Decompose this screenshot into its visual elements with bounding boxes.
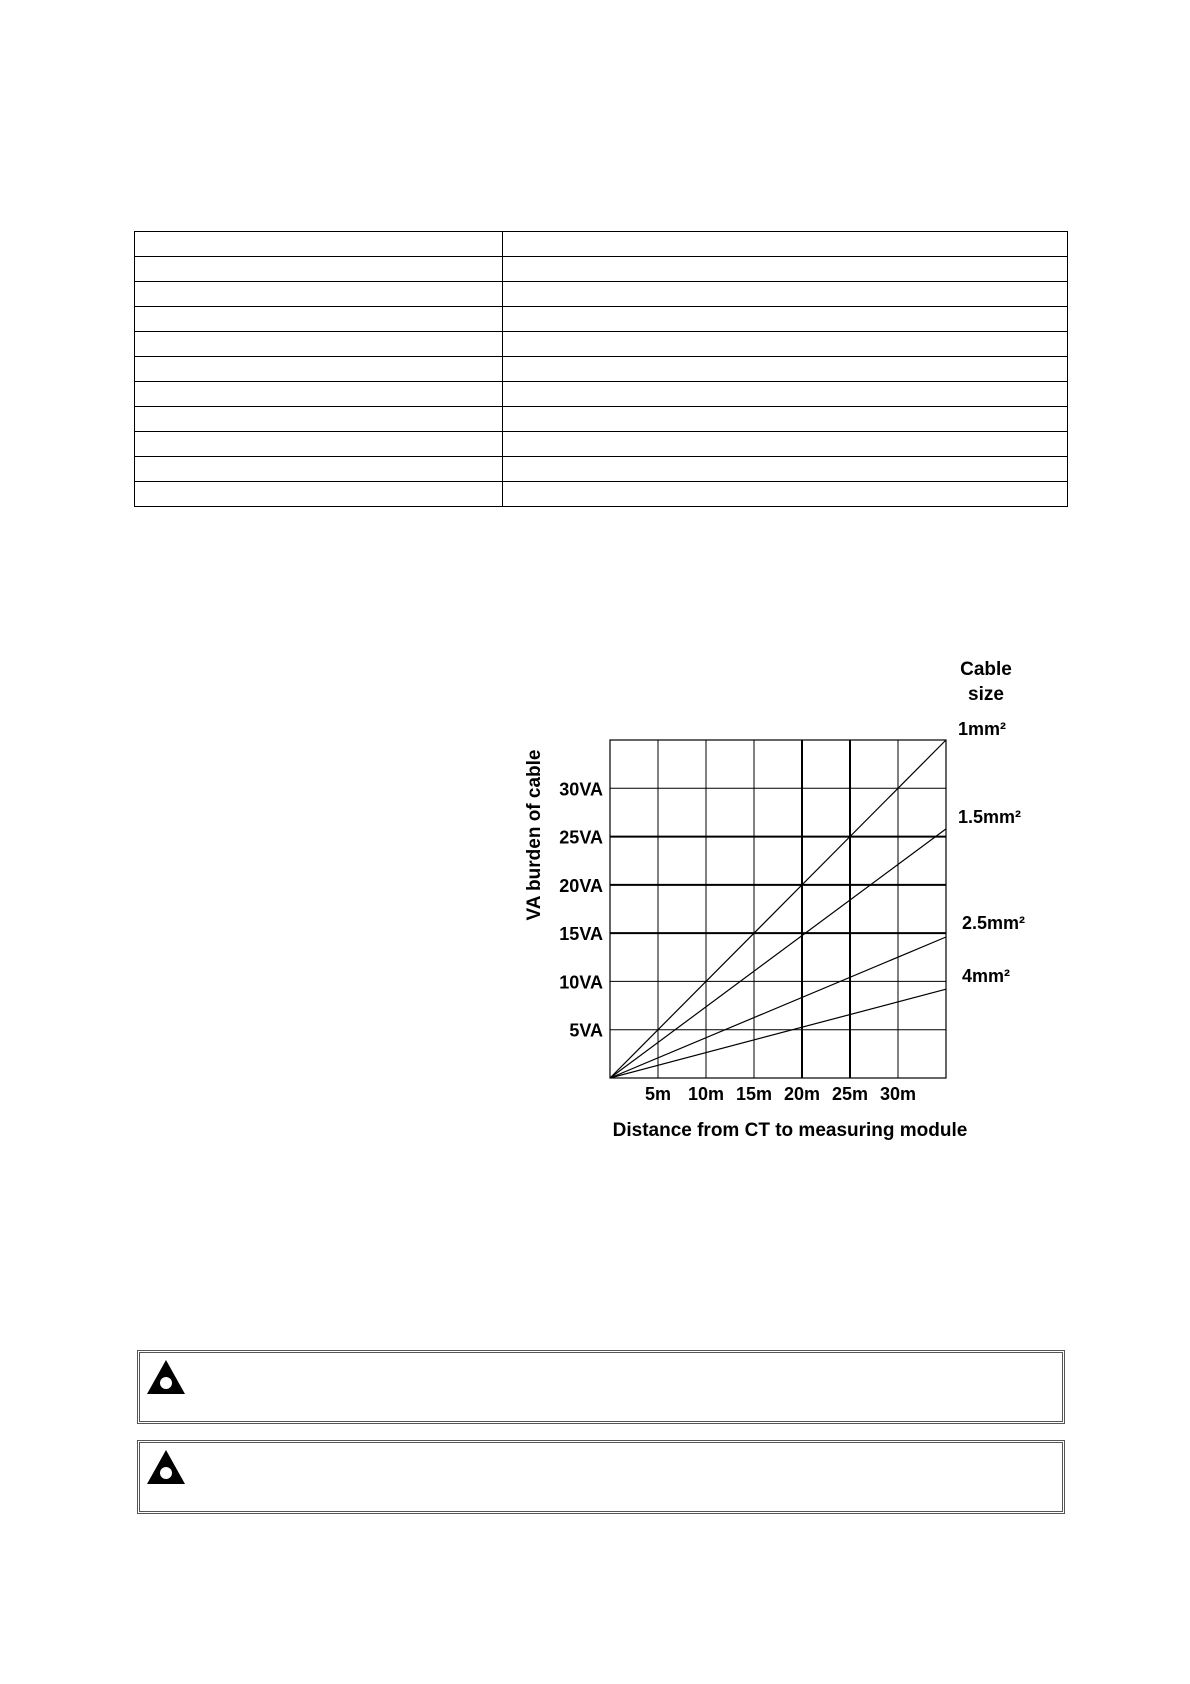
y-tick-label: 5VA [569,1020,603,1041]
table-row [135,257,1068,282]
x-axis-label: Distance from CT to measuring module [612,1120,968,1141]
table-cell [503,332,1068,357]
legend-title: size [968,684,1004,705]
table-row [135,357,1068,382]
table-cell [503,407,1068,432]
legend-label: 1.5mm² [958,806,1022,827]
legend-label: 1mm² [958,719,1007,739]
table-cell [135,282,503,307]
y-tick-label: 25VA [559,827,603,848]
table-row [135,432,1068,457]
table-cell [503,432,1068,457]
table-cell [503,307,1068,332]
table-cell [135,307,503,332]
table-cell [135,457,503,482]
table-cell [135,407,503,432]
table-cell [135,432,503,457]
y-tick-label: 20VA [559,875,603,896]
x-tick-labels [645,1084,916,1104]
series-line-3 [610,937,946,1078]
table-row [135,332,1068,357]
table-cell [135,357,503,382]
table-cell [503,457,1068,482]
x-tick-label: 30m [879,1084,917,1104]
chart-legend [958,659,1025,986]
table-row [135,232,1068,257]
x-tick-label: 20m [783,1084,821,1104]
table-cell [135,482,503,507]
y-tick-label: 15VA [559,924,603,945]
series-line-4 [610,989,946,1078]
table-cell [135,382,503,407]
warning-triangle-icon [146,1449,186,1485]
y-axis-label: VA burden of cable [524,749,545,921]
table-row [135,282,1068,307]
table-cell [135,332,503,357]
legend-title: Cable [960,659,1012,680]
series-line-2 [610,829,946,1078]
legend-label: 2.5mm² [962,913,1026,934]
table-row [135,457,1068,482]
warning-box-2 [137,1440,1065,1514]
x-tick-label: 10m [687,1084,725,1104]
table-row [135,407,1068,432]
table-row [135,307,1068,332]
warning-triangle-icon [146,1359,186,1395]
y-tick-label: 30VA [559,779,603,800]
x-tick-label: 5m [644,1084,672,1104]
y-tick-label: 10VA [559,972,603,993]
warning-box-1 [137,1350,1065,1424]
y-tick-labels [559,779,603,1040]
table-cell [503,282,1068,307]
legend-label: 4mm² [962,966,1011,987]
table-cell [503,357,1068,382]
table-row [135,382,1068,407]
cable-burden-chart [500,650,1060,1150]
table-cell [503,382,1068,407]
table-cell [503,257,1068,282]
table-cell [135,257,503,282]
x-tick-label: 25m [831,1084,869,1104]
chart-series [610,740,946,1078]
table-cell [503,482,1068,507]
table-cell [135,232,503,257]
x-tick-label: 15m [735,1084,773,1104]
table-cell [503,232,1068,257]
series-line-1 [610,740,946,1078]
table-row [135,482,1068,507]
spec-table [134,231,1068,507]
